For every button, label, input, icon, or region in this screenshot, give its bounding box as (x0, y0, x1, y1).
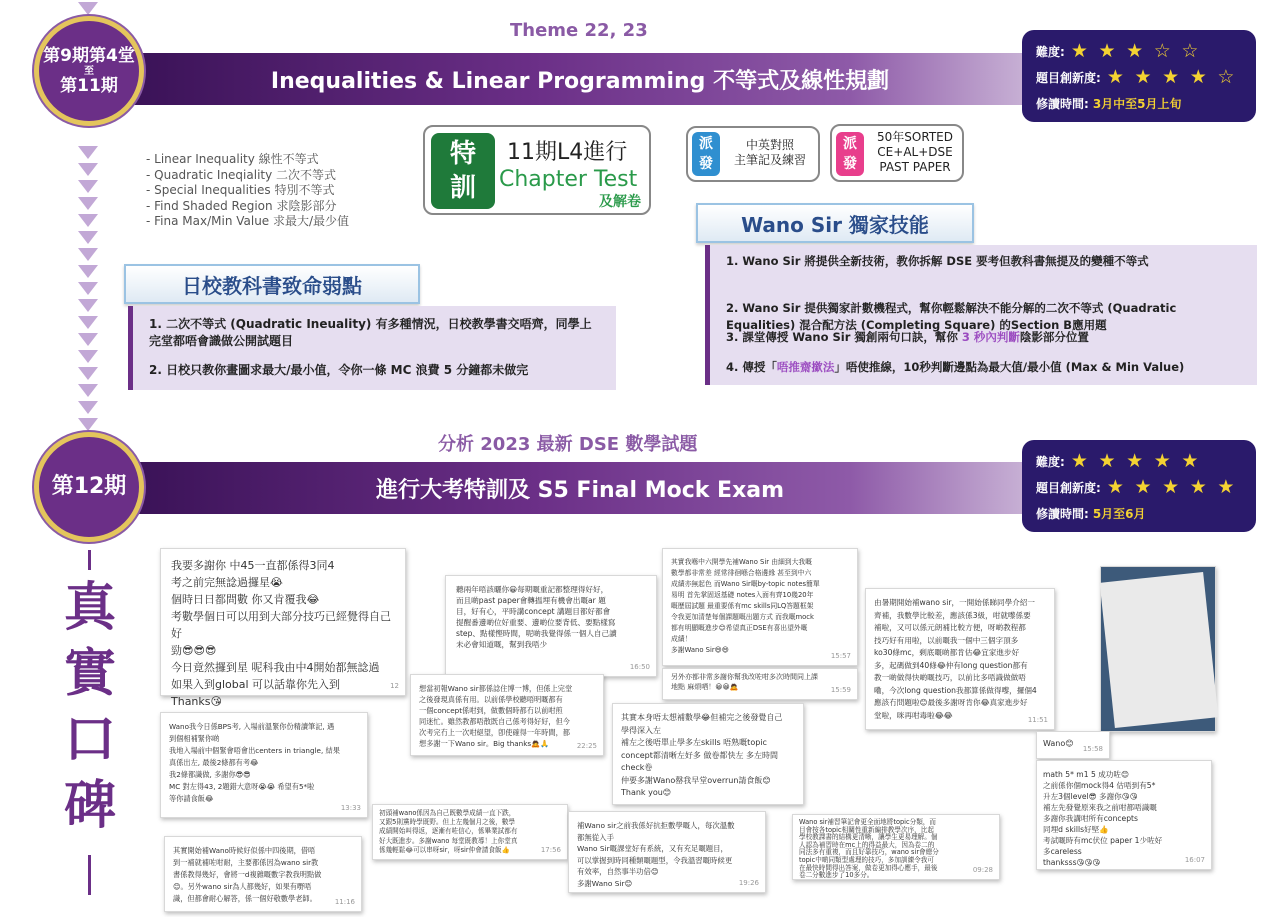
testimonial-chat (662, 548, 858, 666)
testimonial-text: 其實開始補Wano時候好似係中四後期，借唔 到一補就補咗咁耐，主要都係因為wano sir教 書係教得幾好，會將一d複雜嘅數字教我明點做 😊。另外wano sir為人都幾好，如果有嘢唔 識，但都會耐心解答，係一個好敬數學老師。 (173, 846, 322, 903)
testimonial-time: 12 (390, 682, 399, 690)
special-training-line2: Chapter Test (499, 167, 638, 192)
weakness-heading: 日校教科書致命弱點 (182, 273, 362, 298)
testimonial-chat (160, 712, 368, 818)
chevron-down-icon (78, 163, 98, 176)
testimonial-chat (160, 548, 406, 708)
section1-title: Inequalities & Linear Programming 不等式及線性規劃 (270, 68, 890, 94)
section2-rating-box (1022, 440, 1256, 532)
topic-list (146, 152, 349, 230)
topic-item: - Quadratic Ineqiality 二次不等式 (146, 167, 337, 182)
testimonial-chat (372, 804, 568, 860)
divider-line (88, 550, 91, 570)
section1-title-bar (130, 53, 1030, 105)
section2-period-badge (34, 432, 144, 542)
chevron-down-icon (78, 367, 98, 380)
weakness-panel (128, 306, 616, 390)
testimonial-chat (445, 575, 657, 677)
testimonial-time: 15:59 (830, 686, 851, 694)
skills-item (726, 283, 1176, 334)
testimonial-text: 初頭補wano係因為自己既數學成績一直下跌， 又跟5則黨時學既野。但上左幾個月之後，數學 成績開始叫得返，逐漸有咗信心，係畢業試都有 好大既進步。多謝wano 每堂既教導！上你堂真 係幾輕鬆😂可以串呀sir，呀sir仲會請食飯👍 (379, 809, 518, 854)
handout-tag: 派 發 (692, 132, 720, 176)
testimonial-time: 17:56 (540, 846, 561, 854)
testimonial-time: 11:51 (1027, 716, 1048, 724)
period-line1: 第9期第4堂 (43, 45, 135, 66)
chevron-down-icon (78, 299, 98, 312)
creativity-stars: ★ ★ ★ ★ ☆ (1106, 66, 1237, 88)
difficulty-stars: ★ ★ ★ ☆ ☆ (1070, 40, 1201, 62)
period-value: 5月至6月 (1092, 506, 1146, 521)
testimonial-chat (164, 836, 362, 912)
testimonial-text: Wano我今日係BPS考, 入場前溫緊你份精讀筆記, 遇 到個相補緊你啲 我地入場前中個緊會唔會出centers in triangle, 結果 真係出左, 最後2條都有考😂 我2條都識做, 多謝你😎😎 MC 對左得43, 2題錯大意呀😭😭 希望有5*啦 等你請食飯😂 (169, 722, 340, 803)
section1-period-badge (34, 16, 144, 126)
testimonial-chat (865, 588, 1055, 730)
divider-line (88, 855, 91, 895)
chevron-down-icon (78, 282, 98, 295)
skills-item-text: 2. Wano Sir 提供獨家計數機程式，幫你輕鬆解決不能分解的二次不等式 (Quadratic Equalities) 混合配方法 (Completing Square) 的Section B應用題 (726, 301, 1177, 332)
chevron-down-icon (78, 384, 98, 397)
testimonial-chat (612, 703, 804, 805)
testimonial-text: 其實本身唔太想補數學😂但補完之後發覺自己 學得深入左 補左之後唔單止學多左skills 唔熟嘅topic concept都清晰左好多 做卷都快左 多左時間 check卷 仲要多謝Wano罄我早堂overrun請食飯😊 Thank you😊 (621, 713, 783, 797)
testimonials-heading: 真 實 口 碑 (63, 578, 116, 836)
skills-item-text: 3. 課堂傳授 Wano Sir 獨創兩句口訣，幫你 (726, 330, 962, 344)
weakness-heading-ribbon (124, 264, 420, 304)
topic-item: - Linear Inequality 線性不等式 (146, 152, 319, 166)
chevron-down-icon (78, 197, 98, 210)
chevron-down-icon (78, 265, 98, 278)
skills-item (726, 329, 1089, 346)
chevron-down-icon (78, 418, 98, 431)
section1-theme: Theme 22, 23 (510, 20, 648, 41)
testimonial-text: 想當初報Wano sir都係諗住博一博，但係上完堂 之後發現真係有用。以前係學校聽唔明嘅都有 一個concept係咁到，做數個時都冇以前咁煎 同迷忙。雖然教都唔散既自己係考得好好，但今 次考完冇上一次咁絕望，卽使確得一年時間，都 想多謝一下Wano sir。Big thanks🙇🙏 (419, 684, 573, 748)
skills-item (726, 253, 1149, 270)
testimonial-text: 補Wano sir之前我係好抗拒數學嘅人，每次溫數 都無從入手 Wano Sir嘅課堂好有系統，又有充足嘅題目， 可以掌握到時同種類嘅題型，令我溫習嘅時候更 有效率，自然事半功倍😊 多謝Wano Sir😊 (577, 821, 735, 888)
skills-panel (705, 245, 1257, 385)
testimonial-text: 聽兩年唔該曬你😀每期嘅重記都整理得好好， 而且啲past paper會轉揾埋有機會出嘅ar 題 目，好有心，平時講concept 講題目都好都會 提醒番邊啲位好重要、邊啲位要背低、要點樣寫 step、點樣慳時間，呢啲我覺得係一個人自己讀 未必會知道嘅，幫到我唔少 (456, 585, 617, 649)
testimonial-time: 22:25 (576, 742, 597, 750)
topic-item: - Fina Max/Min Value 求最大/最少值 (146, 214, 350, 228)
testimonial-time: 15:58 (1082, 745, 1103, 753)
testimonial-chat (568, 811, 766, 893)
chevron-down-icon (78, 248, 98, 261)
difficulty-label: 難度: (1036, 454, 1065, 469)
handout-tag: 派 發 (836, 132, 864, 176)
skills-item-text: 陰影部分位置 (1019, 330, 1089, 344)
skills-item (726, 359, 1184, 376)
period-label: 修讀時間: (1036, 506, 1089, 521)
testimonial-text: 另外亦都非常多謝你幫我改咗咁多次時間同上課 地點 麻煩哂！😀😀🙇 (671, 673, 818, 691)
topic-item: - Special Inequalities 特別不等式 (146, 183, 335, 197)
testimonial-chat (662, 668, 858, 700)
skills-item-highlight: 3 秒內判斷 (961, 330, 1020, 344)
testimonial-time: 16:50 (629, 663, 650, 671)
testimonial-time: 11:16 (334, 898, 355, 906)
handout-pastpaper-box (830, 124, 964, 182)
testimonial-time: 09:28 (972, 866, 993, 874)
difficulty-label: 難度: (1036, 44, 1065, 59)
skills-item-highlight: 唔推齋撳法 (776, 360, 835, 374)
weakness-item: 2. 日校只教你畫圖求最大/最小值，令你一條 MC 浪費 5 分鐘都未做完 (149, 363, 529, 377)
skills-heading-ribbon (696, 203, 974, 243)
chevron-down-icon (78, 146, 98, 159)
handout-notes-box (686, 126, 820, 182)
chevron-down-icon (78, 401, 98, 414)
period-line2: 至 (84, 65, 94, 77)
testimonial-chat (410, 674, 604, 756)
chevron-down-icon (78, 316, 98, 329)
photo-screenshot (1100, 566, 1216, 732)
topic-item: - Find Shaded Region 求陰影部分 (146, 198, 337, 213)
period-label: 修讀時間: (1036, 96, 1089, 111)
section2-title-bar (130, 462, 1030, 514)
chevron-down-icon (78, 180, 98, 193)
special-training-line1: 11期L4進行 (507, 140, 628, 165)
creativity-label: 題目創新度: (1036, 70, 1101, 85)
section1-rating-box (1022, 30, 1256, 122)
chevron-down-icon (78, 231, 98, 244)
special-training-box (423, 125, 651, 215)
testimonial-time: 16:07 (1184, 856, 1205, 864)
chevron-down-icon (78, 2, 98, 15)
testimonial-text: Wano😊 (1043, 739, 1074, 748)
period-value: 3月中至5月上旬 (1092, 96, 1182, 111)
testimonial-time: 15:57 (830, 652, 851, 660)
testimonial-time: 13:33 (340, 804, 361, 812)
creativity-label: 題目創新度: (1036, 480, 1101, 495)
testimonial-chat (1036, 731, 1110, 759)
testimonial-text: math 5* m1 5 成功咗😊 之前係你個mock得4 估唔到有5* 升左3個level😎 多謝你😘😘 補左先發覺原來我之前咁都唔識嘅 多謝你我講咁所有concepts 同埋d skills好堅👍 考試嘅時有mc伏位 paper 1少咗好 多careless thanksss😘😘😘 (1043, 770, 1163, 867)
handout-notes-text: 中英對照 主筆記及練習 (733, 138, 806, 167)
chevron-down-icon (78, 333, 98, 346)
chevron-down-icon (78, 350, 98, 363)
testimonial-text: Wano sir補習筆記會更全面地將topic分類，而 目會按各topic相關性重新編排教學次序，比起 學校教課書的結構更清晰，讓學生更易理解。個 人認為補習時在mc上的得益最大，因為卷二的 同法多有重複，而且好靠技巧，wano sir會總分 topic中啲同類型處理的技巧，多加訓練令我可 在最快時間得出答案，做卷更加得心應手，最後 卷二分數進步了10多分。 (799, 818, 939, 880)
difficulty-stars: ★ ★ ★ ★ ★ (1070, 450, 1201, 472)
skills-item-text: 4. 傳授「 (726, 360, 777, 374)
special-training-tag: 特 訓 (431, 133, 495, 209)
period-line3: 第11期 (60, 75, 118, 96)
skills-heading: Wano Sir 獨家技能 (741, 212, 929, 237)
photo-image (1100, 572, 1219, 728)
testimonial-chat (792, 814, 1000, 880)
testimonial-chat (1036, 760, 1212, 870)
testimonial-text: 由暑期開始補wano sir，一開始係睇同學介紹一 齊補，我數學比較差，應該係3級，咁就嚟係要 補啦，又可以係元朗補比較方便，呀啲教程都 技巧好有用啦，以前嘅我一個中三個字頂多 ko30條mc，剩底嘅啲都肯估😂宜家進步好 多，起碼做到40條😂仲有long question都有 教一啲做得快啲嘅技巧，以前比多唔識做做唔 嘞，今次long question我都算係做得嚟，攞個4 應該冇問題啦😊最後多謝呀肯你😂真家進步好 堂啦，咪再咁毒啦😂😂 (874, 598, 1037, 720)
weakness-item: 1. 二次不等式 (Quadratic Ineuality) 有多種情況，日校教學書交唔齊，同學上 完堂都唔會識做公開試題目 (149, 317, 592, 348)
skills-item-text: 1. Wano Sir 將提供全新技術，教你拆解 DSE 要考但教科書無提及的變種不等式 (726, 254, 1149, 268)
testimonial-text: 我要多謝你 中45一直都係得3同4 考之前完無諗過攞星😭 個時日日都問數 你又肯覆我😂 考數學個日可以用到大部分技巧已經覺得自己好 勁😎😎😎 今日竟然攞到星 呢科我由中4開始都無諗過 如果入到global 可以話靠你先入到 Thanks😘 (171, 559, 391, 708)
period-line1: 第12期 (51, 474, 127, 499)
special-training-line3: 及解卷 (599, 194, 641, 210)
testimonial-time: 19:26 (738, 879, 759, 887)
section2-theme: 分析 2023 最新 DSE 數學試題 (438, 434, 698, 455)
handout-pastpaper-text: 50年SORTED CE+AL+DSE PAST PAPER (877, 130, 953, 174)
testimonial-text: 其實我喺中六開學先補Wano Sir 由細到大我嘅 數學都非常差 經常徘徊喺合格邊緣 甚至到中六 成績亦無起色 而Wano Sir嘅by-topic notes簡單 易明 首先掌固返基礎 notes入面有齊10幾20年 嘅歷屆試題 最重要係有mc skills同LQ答題框架 令我更加清楚每個課題嘅出題方式 而我嘅mock 都有明顯嘅進步😊希望真正DSE有喜出望外嘅 成績！ 多謝Wano Sir😄😄 (671, 558, 820, 654)
creativity-stars: ★ ★ ★ ★ ★ (1106, 476, 1237, 498)
skills-item-text: 」唔使推線，10秒判斷邊點為最大值/最小值 (Max & Min Value) (834, 360, 1185, 374)
chevron-down-icon (78, 214, 98, 227)
section2-title: 進行大考特訓及 S5 Final Mock Exam (375, 477, 785, 503)
